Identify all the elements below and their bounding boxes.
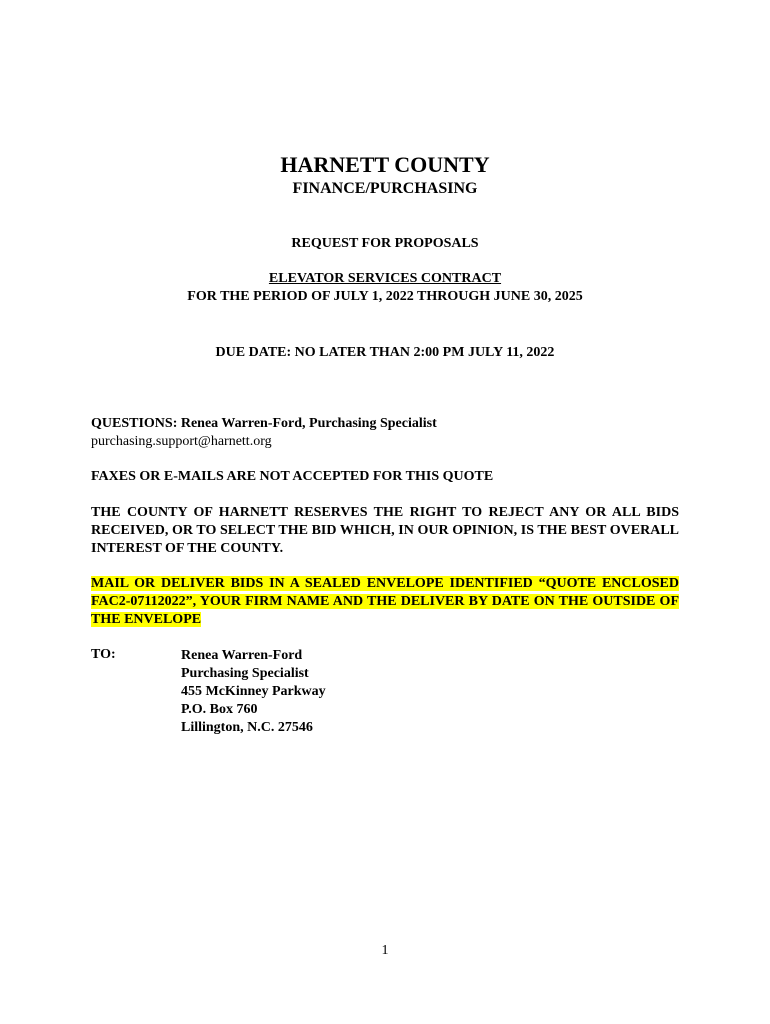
document-type: REQUEST FOR PROPOSALS	[291, 236, 479, 251]
address-title: Purchasing Specialist	[181, 666, 309, 681]
address-street: 455 McKinney Parkway	[181, 684, 326, 699]
mail-instructions-text: MAIL OR DELIVER BIDS IN A SEALED ENVELOPE IDENTIFIED “QUOTE ENCLOSED FAC2-07112022”, YOUR FIRM NAME AND THE DELIVER BY DATE ON THE OUTSIDE OF THE ENVELOPE	[91, 576, 679, 627]
page-number: 1	[381, 943, 389, 958]
no-fax-notice: FAXES OR E-MAILS ARE NOT ACCEPTED FOR THIS QUOTE	[91, 469, 494, 484]
department-subtitle: FINANCE/PURCHASING	[292, 180, 478, 197]
reserve-right-notice: THE COUNTY OF HARNETT RESERVES THE RIGHT TO REJECT ANY OR ALL BIDS RECEIVED, OR TO SELECT THE BID WHICH, IN OUR OPINION, IS THE BEST OVERALL INTEREST OF THE COUNTY.	[91, 505, 679, 556]
address-city: Lillington, N.C. 27546	[181, 720, 313, 735]
mailing-address	[181, 647, 326, 737]
mail-instructions-notice	[91, 575, 679, 629]
address-name: Renea Warren-Ford	[181, 648, 303, 663]
contract-period: FOR THE PERIOD OF JULY 1, 2022 THROUGH JUNE 30, 2025	[187, 289, 583, 304]
due-date: DUE DATE: NO LATER THAN 2:00 PM JULY 11, 2022	[215, 345, 555, 360]
questions-contact: QUESTIONS: Renea Warren-Ford, Purchasing Specialist	[91, 416, 437, 431]
contract-title-line	[0, 271, 770, 287]
contract-title: ELEVATOR SERVICES CONTRACT	[268, 271, 502, 286]
contact-email: purchasing.support@harnett.org	[91, 434, 272, 449]
county-title: HARNETT COUNTY	[280, 152, 490, 177]
to-label: TO:	[91, 647, 116, 662]
address-po-box: P.O. Box 760	[181, 702, 258, 717]
